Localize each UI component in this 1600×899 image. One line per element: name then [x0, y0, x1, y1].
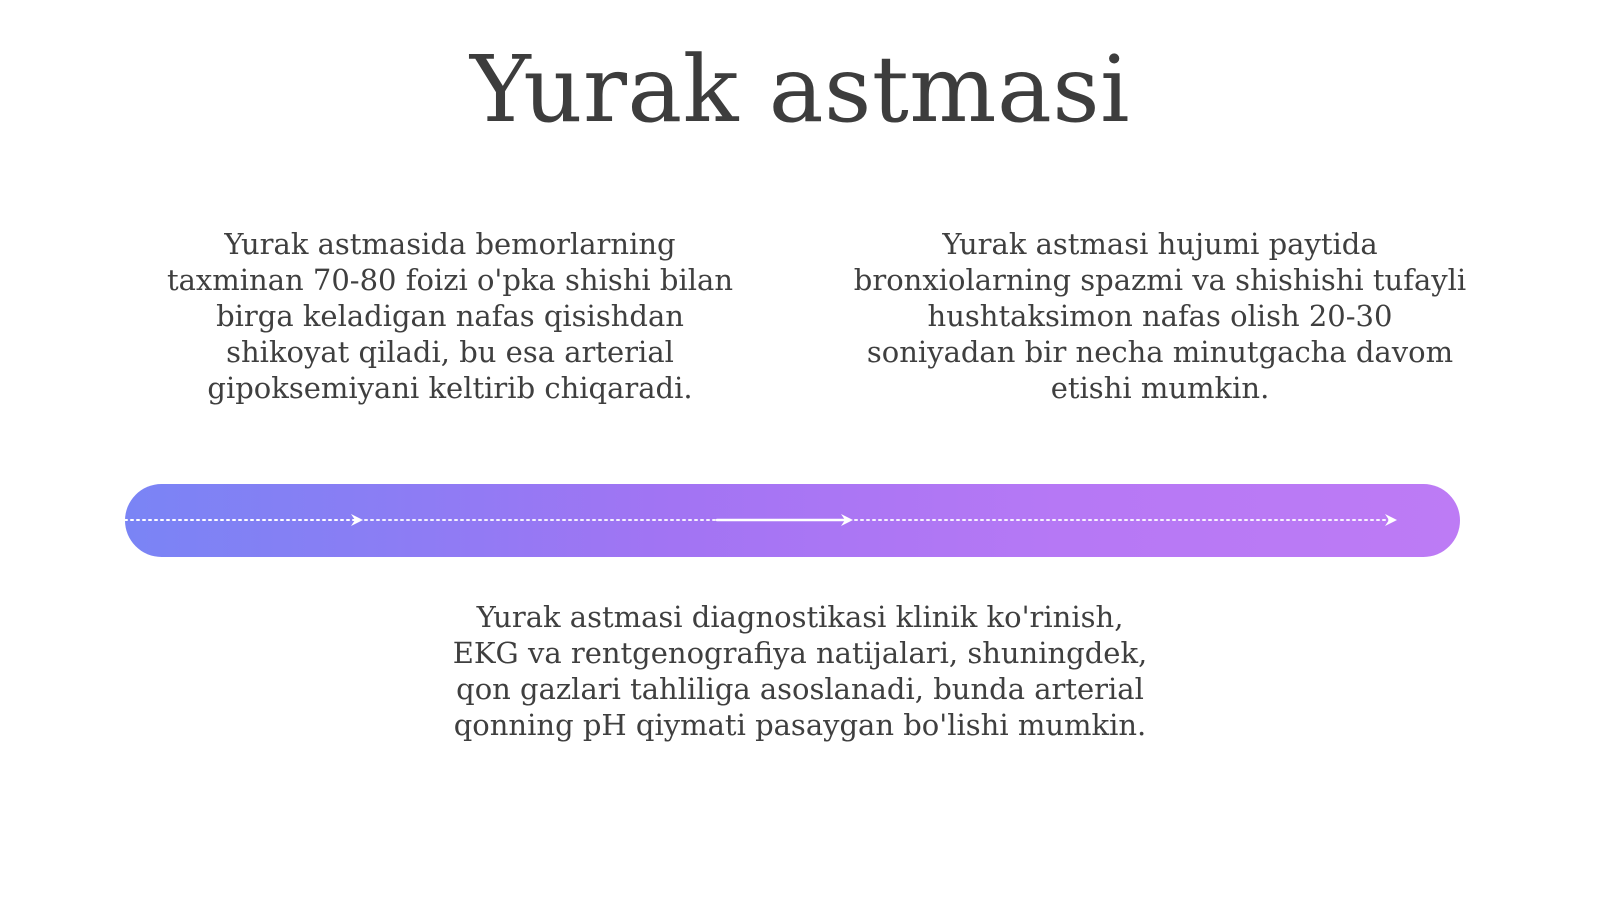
timeline-bar [125, 484, 1460, 557]
left-text-block: Yurak astmasida bemorlarning taxminan 70-80 foizi o'pka shishi bilan birga keladigan nafas qisishdan shikoyat qiladi, bu esa arterial gipoksemiyani keltirib chiqaradi. [166, 227, 734, 405]
bottom-text-block: Yurak astmasi diagnostikasi klinik ko'rinish, EKG va rentgenografiya natijalari, shuningdek, qon gazlari tahliliga asoslanadi, bunda arterial qonning pH qiymati pasaygan bo'lishi mumkin. [452, 600, 1148, 742]
timeline-arrows [125, 484, 1460, 557]
timeline-arrowhead-3 [1385, 514, 1397, 526]
right-text-block: Yurak astmasi hujumi paytida bronxiolarning spazmi va shishishi tufayli hushtaksimon nafas olish 20-30 soniyadan bir necha minutgacha davom etishi mumkin. [853, 227, 1467, 405]
slide-title: Yurak astmasi [469, 36, 1131, 143]
